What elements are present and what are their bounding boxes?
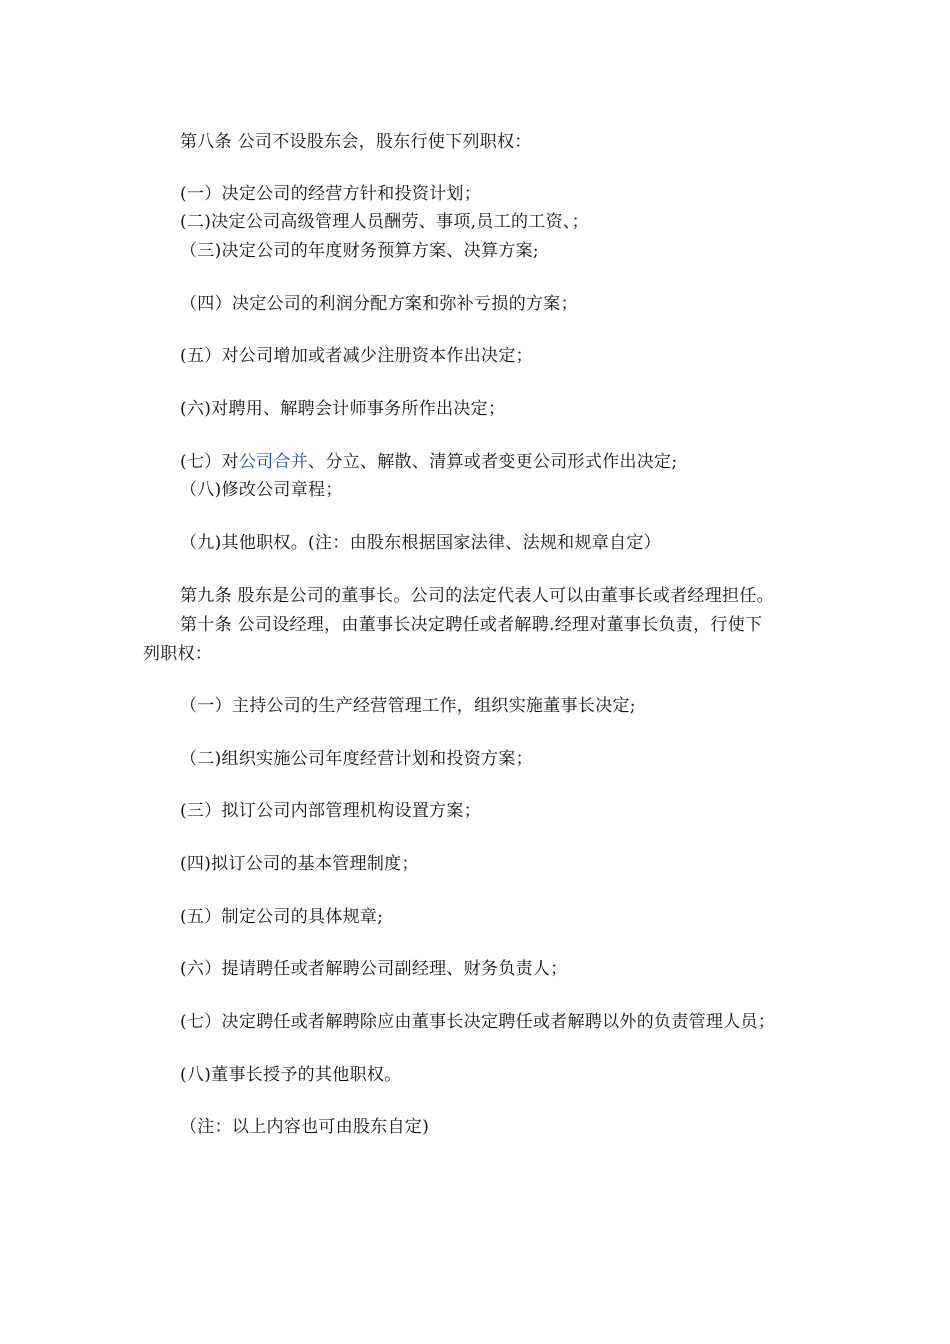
company-merger-link[interactable]: 公司合并	[238, 452, 309, 472]
article-9: 第九条 股东是公司的董事长。公司的法定代表人可以由董事长或者经理担任。	[180, 586, 774, 606]
article-8-item-7	[180, 451, 677, 473]
article-10-item-5: (五）制定公司的具体规章;	[180, 907, 384, 927]
article-10-item-1: （一）主持公司的生产经营管理工作，组织实施董事长决定;	[180, 696, 636, 716]
article-8-item-7-suffix: 、分立、解散、清算或者变更公司形式作出决定;	[308, 452, 678, 472]
article-8-item-4: （四）决定公司的利润分配方案和弥补亏损的方案；	[180, 294, 578, 314]
article-8-item-3: （三)决定公司的年度财务预算方案、决算方案;	[180, 241, 539, 261]
article-10-item-6: (六）提请聘任或者解聘公司副经理、财务负责人；	[180, 959, 568, 979]
article-10-item-2: （二)组织实施公司年度经营计划和投资方案；	[180, 749, 533, 769]
article-10-line-2: 列职权：	[143, 644, 213, 664]
article-8-item-8: （八)修改公司章程；	[180, 480, 343, 500]
article-8-item-7-prefix: (七）对	[180, 452, 239, 472]
article-10-item-4: (四)拟订公司的基本管理制度；	[180, 854, 419, 874]
closing-note: （注：以上内容也可由股东自定)	[180, 1117, 430, 1137]
article-8-item-2: (二)决定公司高级管理人员酬劳、事项,员工的工资、；	[180, 212, 589, 232]
article-8-item-9: （九)其他职权。(注：由股东根据国家法律、法规和规章自定）	[180, 533, 661, 553]
article-10-line-1: 第十条 公司设经理，由董事长决定聘任或者解聘.经理对董事长负责，行使下	[180, 615, 763, 635]
article-10-item-8: (八)董事长授予的其他职权。	[180, 1065, 402, 1085]
article-8-item-6: (六)对聘用、解聘会计师事务所作出决定；	[180, 399, 506, 419]
article-8-title: 第八条 公司不设股东会，股东行使下列职权：	[180, 132, 532, 152]
article-10-item-3: (三）拟订公司内部管理机构设置方案；	[180, 801, 482, 821]
article-8-item-1: (一）决定公司的经营方针和投资计划；	[180, 184, 482, 204]
article-10-item-7: (七）决定聘任或者解聘除应由董事长决定聘任或者解聘以外的负责管理人员；	[180, 1012, 776, 1032]
article-8-item-5: (五）对公司增加或者减少注册资本作出决定；	[180, 346, 533, 366]
